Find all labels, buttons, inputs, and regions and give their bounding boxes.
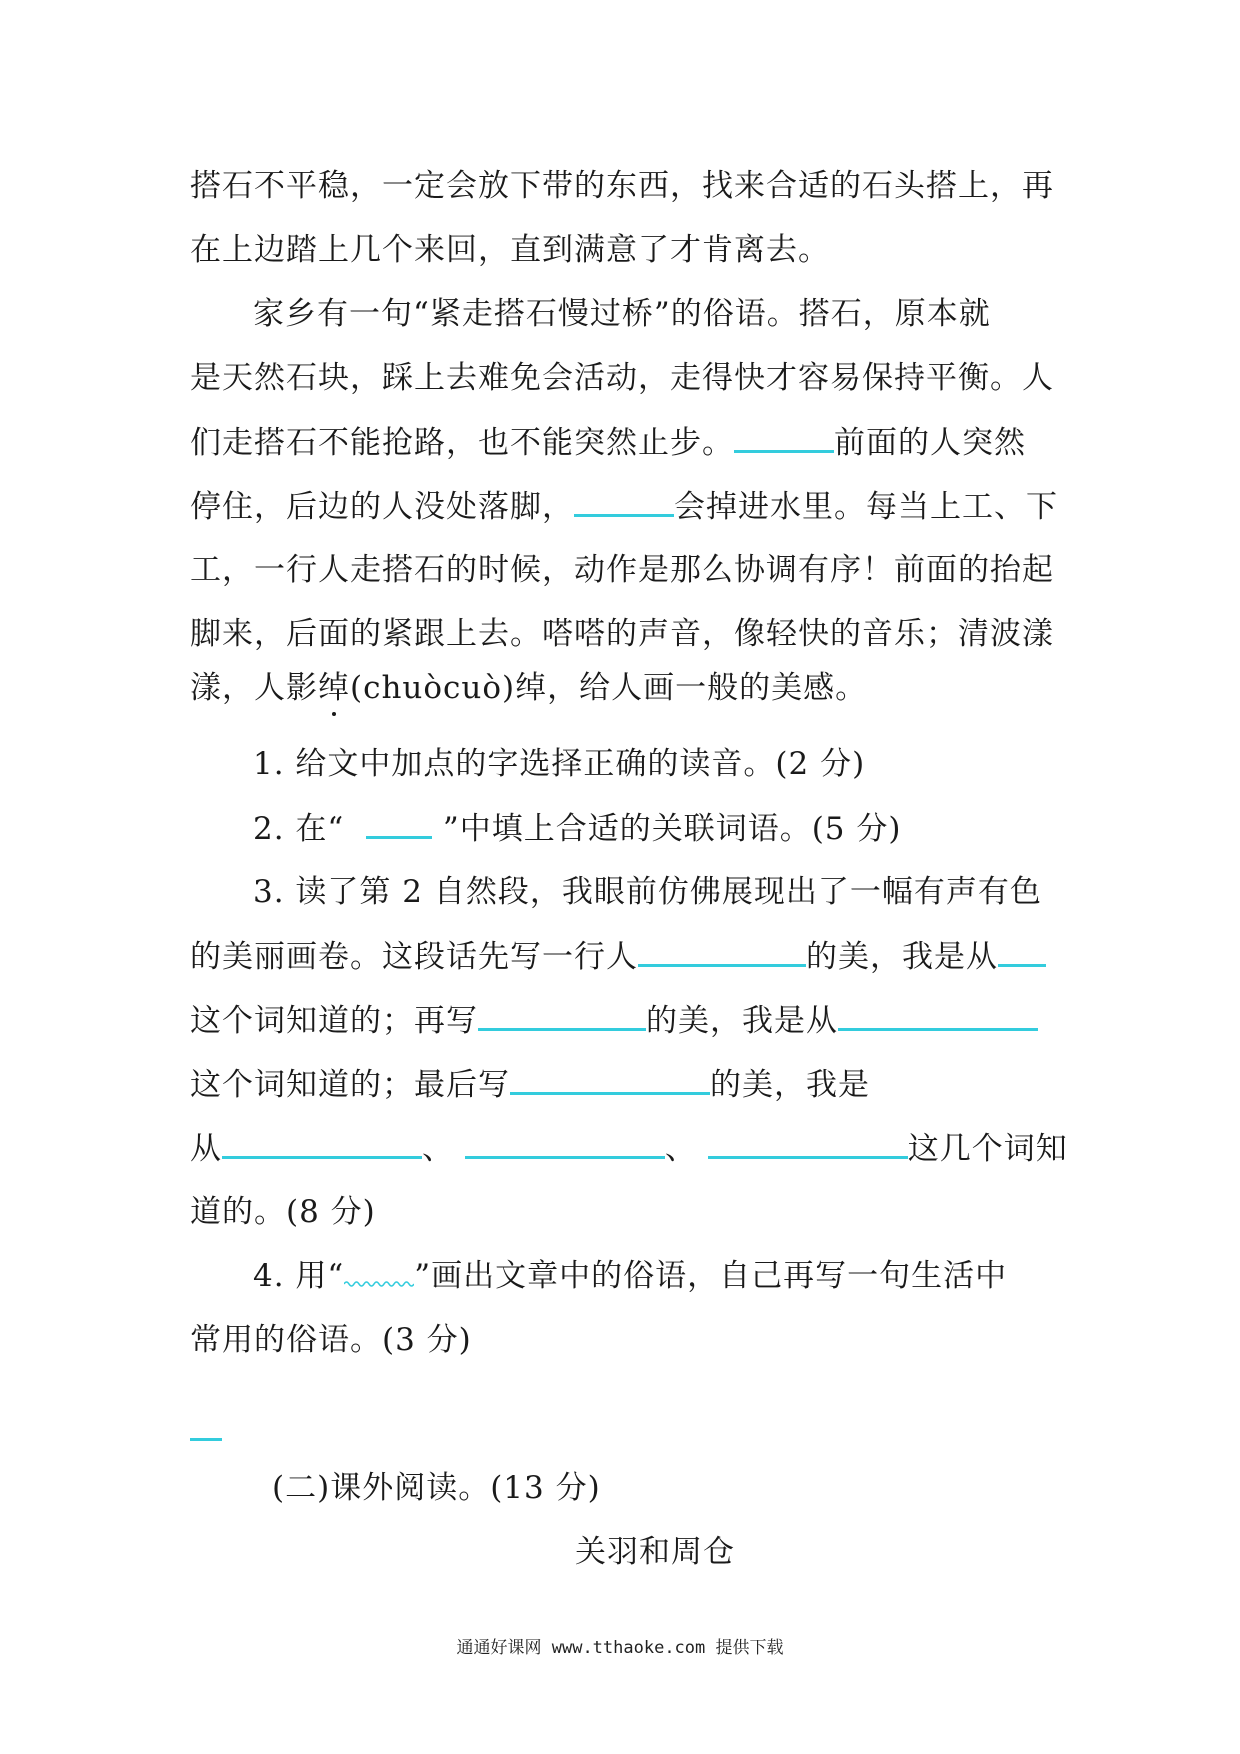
question-text: 从	[190, 1131, 222, 1167]
question-3-line-2	[190, 936, 1046, 977]
page-footer: 通通好课网 www.tthaoke.com 提供下载	[456, 1638, 784, 1658]
passage-text: 前面的人突然	[834, 425, 1026, 461]
question-3-line-1: 3. 读了第 2 自然段，我眼前仿佛展现出了一幅有声有色	[253, 874, 1042, 910]
question-text: 4. 用“	[253, 1258, 345, 1294]
question-3-line-3	[190, 1000, 1038, 1041]
question-text: 这几个词知	[907, 1131, 1068, 1167]
answer-blank[interactable]	[478, 1000, 646, 1031]
passage-text: 漾，人影	[190, 670, 318, 706]
question-1: 1. 给文中加点的字选择正确的读音。(2 分)	[253, 746, 866, 782]
question-text: 的美，我是	[710, 1067, 870, 1103]
passage-text: 会掉进水里。每当上工、下	[674, 489, 1058, 525]
answer-blank[interactable]	[222, 1128, 422, 1159]
passage-text: 们走搭石不能抢路，也不能突然止步。	[190, 425, 734, 461]
passage-line-2: 在上边踏上几个来回，直到满意了才肯离去。	[190, 232, 830, 268]
question-3-line-5	[190, 1128, 1068, 1169]
question-3-line-6: 道的。(8 分)	[190, 1194, 376, 1230]
conjunction-blank-1[interactable]	[734, 422, 834, 453]
wavy-line-sample	[344, 1260, 414, 1286]
question-text: 的美，我是从	[646, 1003, 838, 1039]
passage-line-4: 是天然石块，踩上去难免会活动，走得快才容易保持平衡。人	[190, 360, 1054, 396]
question-text: ”中填上合适的关联词语。(5 分)	[442, 811, 902, 847]
passage-line-7: 工，一行人走搭石的时候，动作是那么协调有序！前面的抬起	[190, 552, 1054, 588]
question-text: 的美，我是从	[806, 939, 998, 975]
passage-line-6	[190, 486, 1058, 527]
sample-blank	[366, 808, 432, 839]
separator: 、	[422, 1131, 454, 1167]
conjunction-blank-2[interactable]	[574, 486, 674, 517]
question-2	[253, 808, 901, 849]
answer-blank[interactable]	[465, 1128, 665, 1159]
question-4-line-2: 常用的俗语。(3 分)	[190, 1322, 472, 1358]
answer-blank-short[interactable]	[190, 1438, 222, 1441]
question-3-line-4	[190, 1064, 870, 1105]
article-title: 关羽和周仓	[575, 1534, 735, 1570]
passage-text: 停住，后边的人没处落脚，	[190, 489, 574, 525]
dotted-character: 绰	[318, 670, 350, 706]
question-text: 这个词知道的；最后写	[190, 1067, 510, 1103]
section-heading: (二)课外阅读。(13 分)	[272, 1470, 601, 1506]
passage-line-3: 家乡有一句“紧走搭石慢过桥”的俗语。搭石，原本就	[253, 296, 991, 332]
question-text: 2. 在“	[253, 811, 345, 847]
answer-blank[interactable]	[838, 1000, 1038, 1031]
question-text: 的美丽画卷。这段话先写一行人	[190, 939, 638, 975]
question-text: ”画出文章中的俗语，自己再写一句生活中	[414, 1258, 1008, 1294]
question-4	[253, 1256, 1007, 1296]
passage-line-1: 搭石不平稳，一定会放下带的东西，找来合适的石头搭上，再	[190, 168, 1054, 204]
passage-line-8: 脚来，后面的紧跟上去。嗒嗒的声音，像轻快的音乐；清波漾	[190, 616, 1054, 652]
passage-line-9	[190, 668, 867, 708]
passage-text: (chuòcuò)绰，给人画一般的美感。	[350, 670, 868, 706]
answer-blank[interactable]	[998, 936, 1046, 967]
answer-blank[interactable]	[638, 936, 806, 967]
answer-blank[interactable]	[708, 1128, 908, 1159]
separator: 、	[664, 1131, 697, 1167]
question-text: 这个词知道的；再写	[190, 1003, 478, 1039]
answer-blank[interactable]	[510, 1064, 710, 1095]
passage-line-5	[190, 422, 1026, 463]
